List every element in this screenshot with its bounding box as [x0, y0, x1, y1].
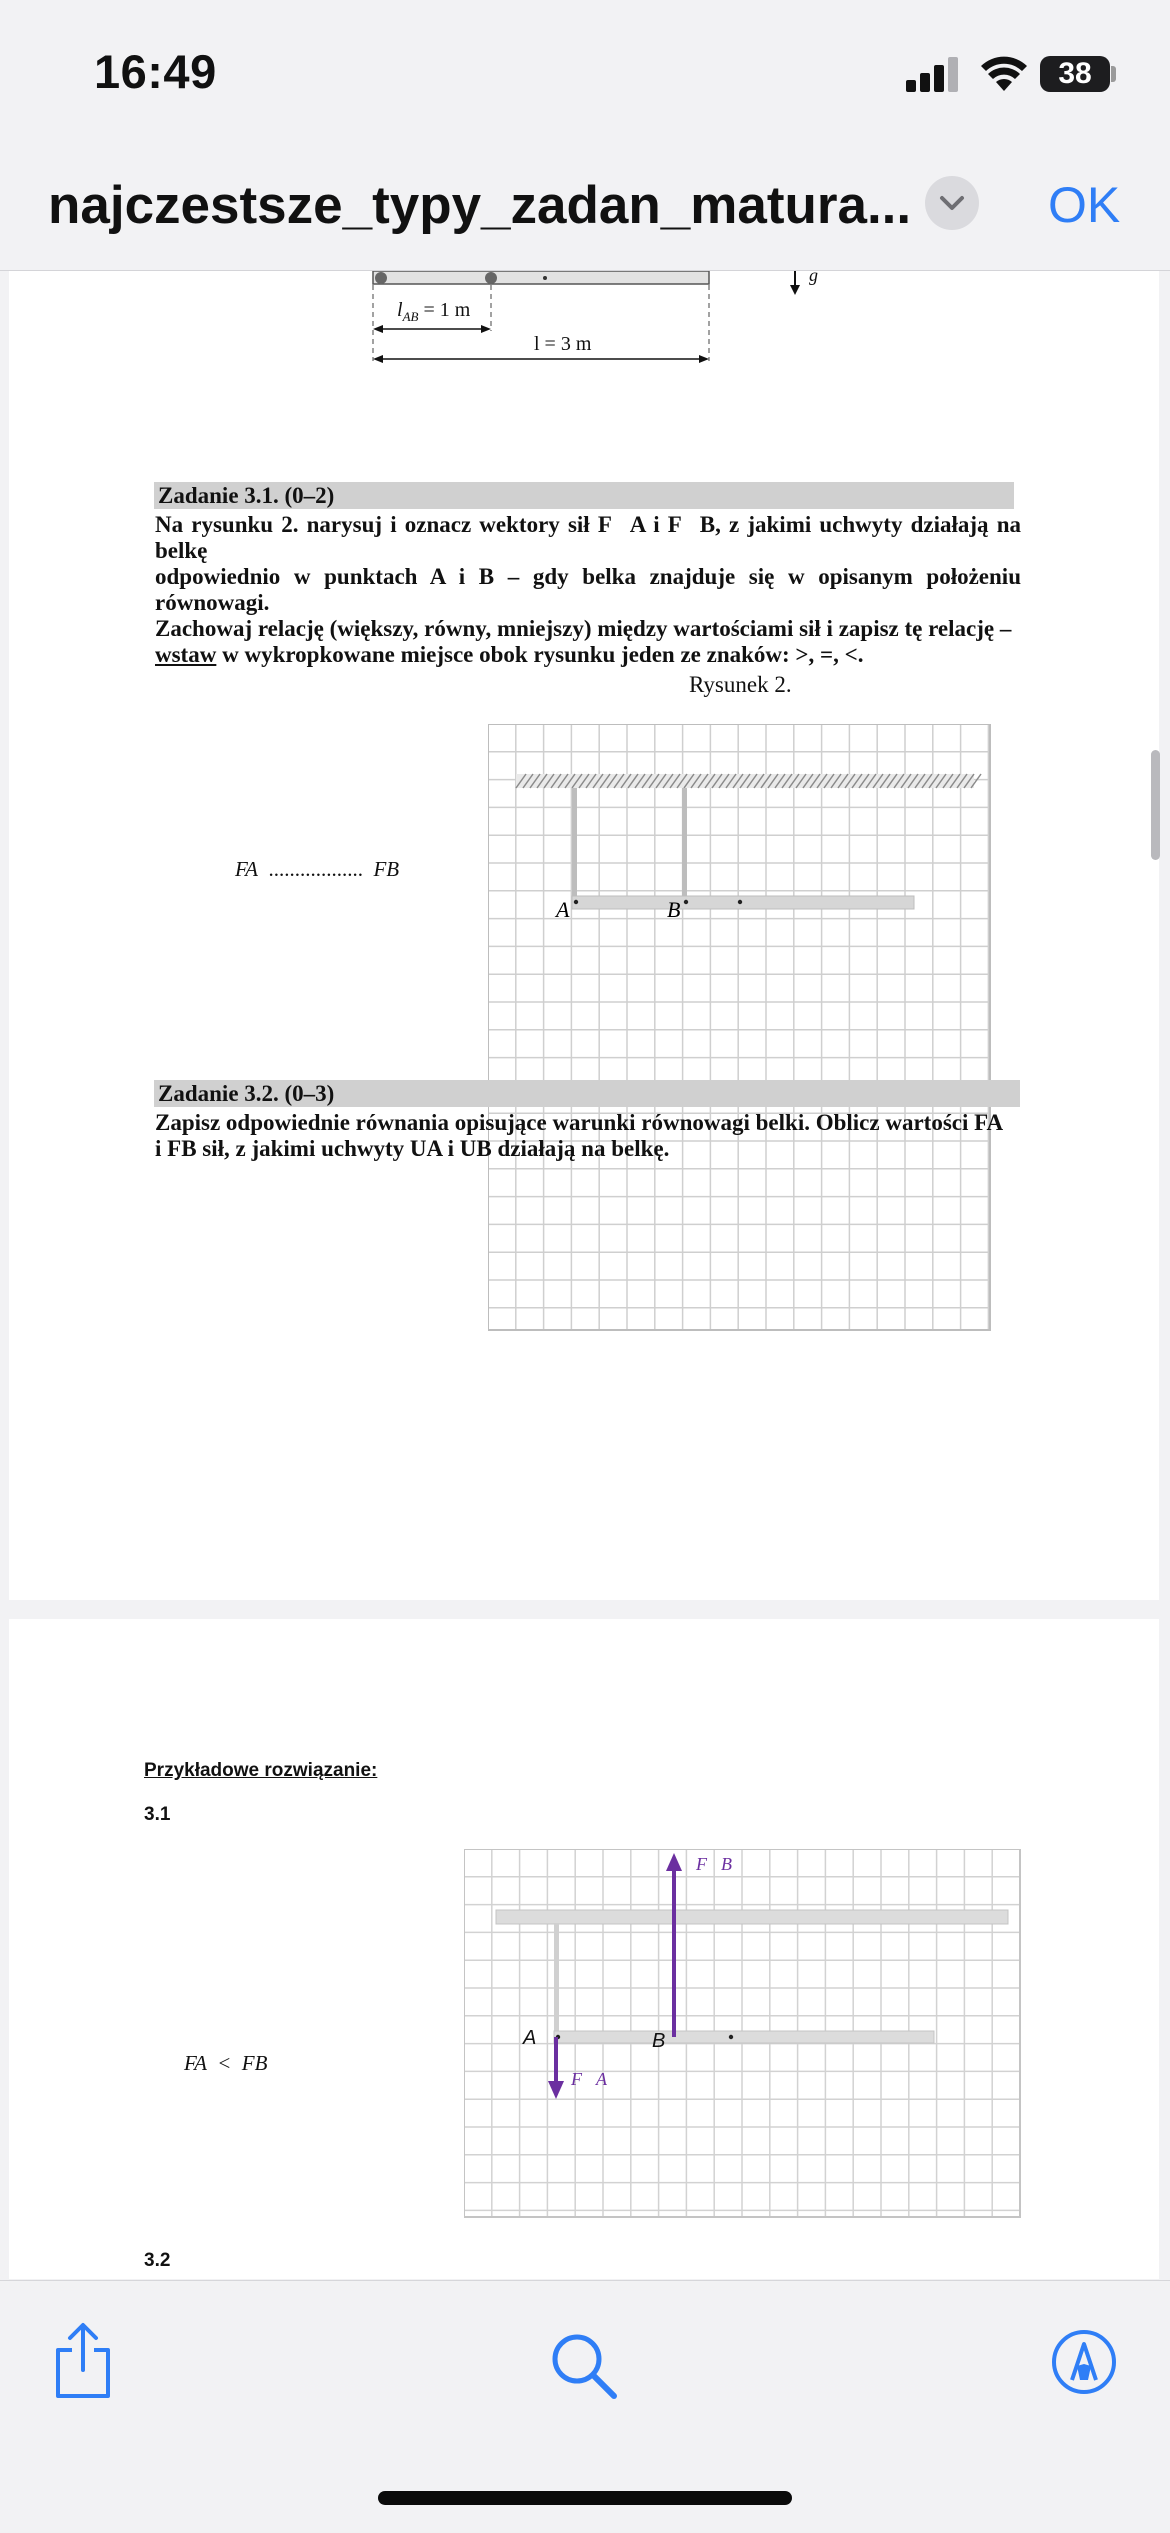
- relation-blank: FA .................. FB: [235, 857, 400, 881]
- figure-1: [9, 271, 1159, 371]
- home-indicator: [378, 2491, 792, 2505]
- solution-figure: [464, 1849, 1024, 2239]
- task-3-1-line-2: odpowiednio w punktach A i B – gdy belka znajduje się w opisanym położeniu równowagi.: [155, 564, 1021, 615]
- battery-nub: [1111, 66, 1116, 82]
- wifi-icon: [980, 53, 1028, 93]
- document-page-2: [9, 1619, 1159, 2279]
- chevron-down-icon: [925, 176, 979, 230]
- label-g: g: [809, 265, 818, 285]
- done-button[interactable]: OK: [1048, 177, 1121, 233]
- figure-2-label-b: B: [667, 897, 681, 922]
- task-3-1-line-4: wstaw w wykropkowane miejsce obok rysunku jeden ze znaków: >, =, <.: [155, 642, 864, 667]
- solution-heading: Przykładowe rozwiązanie:: [144, 1760, 378, 1781]
- solution-relation: FA < FB: [184, 2051, 268, 2075]
- solution-label-b: B: [652, 2030, 666, 2052]
- label-l: l = 3 m: [534, 333, 592, 355]
- task-3-1-text: [155, 512, 1021, 668]
- figure-2-caption: Rysunek 2.: [689, 672, 792, 697]
- status-time: 16:49: [94, 45, 217, 98]
- battery-indicator: 38: [1040, 56, 1110, 92]
- title-menu-button[interactable]: [925, 176, 979, 230]
- cellular-signal-icon: [906, 56, 960, 92]
- task-3-2-header: Zadanie 3.2. (0–3): [154, 1080, 1020, 1107]
- task-3-2-text: [155, 1110, 1025, 1162]
- solution-label-a: A: [523, 2027, 537, 2049]
- figure-2-label-a: A: [556, 897, 570, 922]
- share-icon[interactable]: [52, 2320, 114, 2400]
- document-page-1: [9, 265, 1159, 1600]
- markup-icon[interactable]: [1050, 2328, 1118, 2396]
- scroll-indicator[interactable]: [1151, 750, 1160, 860]
- label-lab: $l_{AB} = 1$ m: [397, 299, 471, 324]
- task-3-2-line-1: Zapisz odpowiednie równania opisujące warunki równowagi belki. Oblicz wartości FA: [155, 1110, 1004, 1135]
- search-icon[interactable]: [548, 2330, 620, 2402]
- task-3-1-line-3: Zachowaj relację (większy, równy, mniejszy) między wartościami sił i zapisz tę relację –: [155, 616, 1012, 641]
- figure-2-grid: [488, 724, 994, 1334]
- task-3-1-header: Zadanie 3.1. (0–2): [154, 482, 1014, 509]
- solution-vec-fb: F⃗B: [696, 1854, 732, 1874]
- task-3-2-line-2: i FB sił, z jakimi uchwyty UA i UB działają na belkę.: [155, 1136, 670, 1161]
- solution-part-1: 3.1: [144, 1804, 171, 1825]
- solution-part-2: 3.2: [144, 2250, 171, 2271]
- solution-vec-fa: F⃗A: [571, 2069, 607, 2089]
- document-title: najczestsze_typy_zadan_matura...: [48, 176, 912, 235]
- task-3-1-line-1: Na rysunku 2. narysuj i oznacz wektory sił F⃗A i F⃗B, z jakimi uchwyty działają na belkę: [155, 512, 1021, 563]
